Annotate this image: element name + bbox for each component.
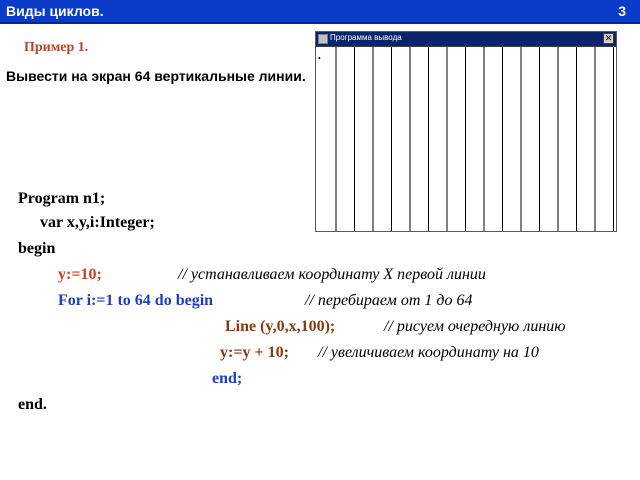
task-text: Вывести на экран 64 вертикальные линии. bbox=[6, 68, 306, 84]
program-window bbox=[315, 31, 617, 232]
cursor-marker: • bbox=[318, 54, 321, 63]
code-line-draw: Line (y,0,x,100); bbox=[225, 318, 336, 335]
code-comment-for: // перебираем от 1 до 64 bbox=[305, 292, 473, 309]
code-line-var: var x,y,i:Integer; bbox=[40, 214, 155, 231]
code-line-for: For i:=1 to 64 do begin bbox=[58, 292, 214, 309]
slide-header bbox=[0, 0, 640, 24]
code-comment-init: // устанавливаем координату X первой линии bbox=[178, 266, 486, 283]
vertical-lines-drawing bbox=[316, 47, 616, 231]
window-titlebar[interactable] bbox=[316, 32, 616, 47]
code-line-init: y:=10; bbox=[58, 266, 102, 283]
example-label: Пример 1. bbox=[24, 40, 89, 55]
code-line-loop-end: end; bbox=[212, 370, 243, 387]
slide-title: Виды циклов. bbox=[6, 3, 104, 19]
code-line-program: Program n1; bbox=[18, 190, 106, 207]
slide-number: 3 bbox=[618, 3, 626, 19]
code-comment-increment: // увеличиваем координату на 10 bbox=[318, 344, 539, 361]
window-close-button[interactable]: ✕ bbox=[604, 33, 613, 43]
window-app-icon bbox=[318, 34, 328, 44]
code-line-increment: y:=y + 10; bbox=[220, 344, 289, 361]
code-comment-draw: // рисуем очередную линию bbox=[384, 318, 566, 335]
code-line-end: end. bbox=[18, 396, 47, 413]
code-line-begin: begin bbox=[18, 240, 56, 257]
window-canvas bbox=[316, 47, 616, 231]
window-title: Программа вывода bbox=[330, 33, 402, 42]
